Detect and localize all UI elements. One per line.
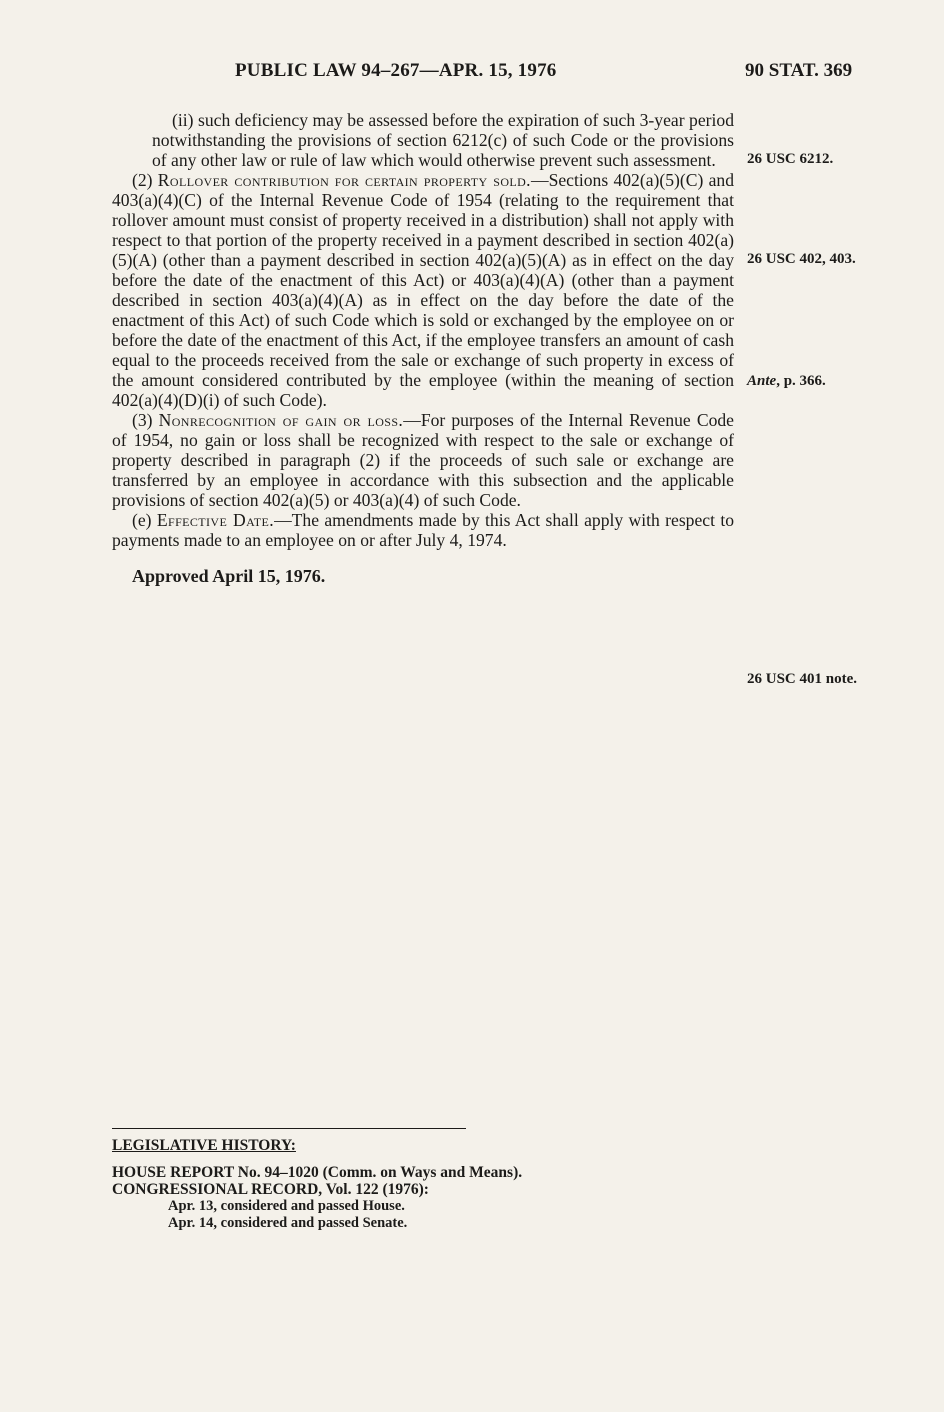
paragraph-2-text: —Sections 402(a)(5)(C) and 403(a)(4)(C) of the Internal Revenue Code of 1954 (relating to the requirement that rollover amount must consist of property received in a distribution) shall not apply with respect to that portion of the property received in a payment described in section 402(a)(5)(A) (other than a payment described in section 402(a)(5)(A) as in effect on the day before the date of the enactment of this Act) or 403(a)(4)(A) (other than a payment described in section 403(a)(4)(A) as in effect on the day before the date of the enactment of this Act) of such Code which is sold or exchanged by the employee on or before the date of the enactment of this Act, if the employee transfers an amount of cash equal to the proceeds received from the sale or exchange of such property in excess of the amount considered contributed by the employee (within the meaning of section 402(a)(4)(D)(i) of such Code). bbox=[112, 170, 734, 410]
statute-page-number: 90 STAT. 369 bbox=[745, 60, 853, 81]
subsection-e-text: —The amendments made by this Act shall apply with respect to payments made to an employee on or after July 4, 1974. bbox=[112, 510, 735, 550]
margin-note-page: , p. 366. bbox=[776, 373, 826, 389]
approval-date: Approved April 15, 1976. bbox=[132, 566, 326, 586]
paragraph-3 bbox=[112, 410, 734, 510]
paragraph-2-heading: Rollover contribution for certain property sold. bbox=[157, 170, 531, 190]
history-entry: Apr. 14, considered and passed Senate. bbox=[168, 1215, 408, 1231]
house-report-line: HOUSE REPORT No. 94–1020 (Comm. on Ways and Means). bbox=[112, 1164, 523, 1181]
paragraph-3-heading: Nonrecognition of gain or loss. bbox=[158, 410, 404, 430]
clause-ii: (ii) such deficiency may be assessed before the expiration of such 3-year period notwithstanding the provisions of section 6212(c) of such Code or the provisions of any other law or rule of law which would otherwise prevent such assessment. bbox=[152, 110, 734, 170]
margin-note-ante: Ante bbox=[747, 373, 777, 389]
running-header-title: PUBLIC LAW 94–267—APR. 15, 1976 bbox=[235, 60, 557, 81]
margin-note-cross-reference bbox=[747, 372, 826, 390]
subsection-e-letter: (e) bbox=[132, 510, 157, 530]
paragraph-3-text: —For purposes of the Internal Revenue Code of 1954, no gain or loss shall be recognized with respect to the sale or exchange of property described in paragraph (2) if the proceeds of such sale or exchange are transferred by an employee in accordance with this subsection and the applicable provisions of section 402(a)(5) or 403(a)(4) of such Code. bbox=[112, 410, 734, 510]
history-entry: Apr. 13, considered and passed House. bbox=[168, 1198, 405, 1214]
legislative-history-title: LEGISLATIVE HISTORY: bbox=[112, 1137, 296, 1154]
paragraph-2-number: (2) bbox=[132, 170, 158, 190]
paragraph-2 bbox=[112, 170, 734, 410]
footnote-divider bbox=[112, 1128, 466, 1129]
legislative-history bbox=[112, 1137, 732, 1232]
subsection-e bbox=[112, 510, 734, 550]
subsection-e-heading: Effective Date. bbox=[156, 510, 275, 530]
margin-note-citation: 26 USC 6212. bbox=[747, 151, 834, 167]
margin-note-citation: 26 USC 401 note. bbox=[747, 671, 858, 687]
body-text bbox=[112, 110, 734, 586]
margin-note-citation: 26 USC 402, 403. bbox=[747, 251, 856, 267]
paragraph-3-number: (3) bbox=[132, 410, 159, 430]
congressional-record-line: CONGRESSIONAL RECORD, Vol. 122 (1976): bbox=[112, 1181, 429, 1198]
